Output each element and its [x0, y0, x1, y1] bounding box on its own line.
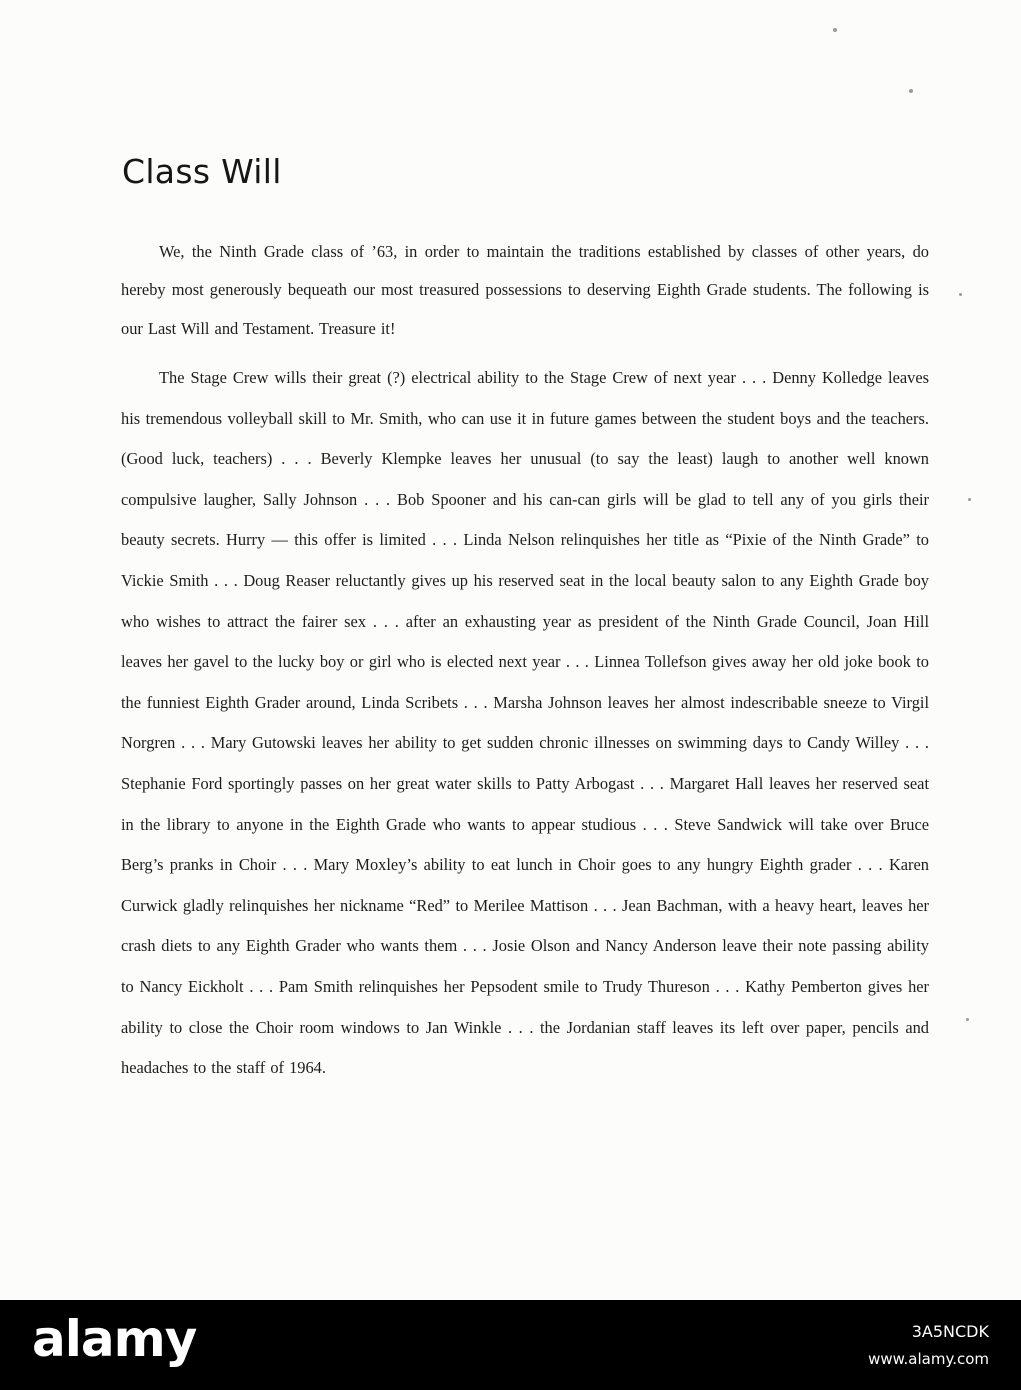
bequests-paragraph: The Stage Crew wills their great (?) electrical ability to the Stage Crew of next year . . . Denny Kolledge leaves his tremendous volleyball skill to Mr. Smith, who can use it in future games between the student boys and the teachers. (Good luck, teachers) . . . Beverly Klempke leaves her unusual (to say the least) laugh to another well known compulsive laugher, Sally Johnson . . . Bob Spooner and his can-can girls will be glad to tell any of you girls their beauty secrets. Hurry — this offer is limited . . . Linda Nelson relinquishes her title as “Pixie of the Ninth Grade” to Vickie Smith . . . Doug Reaser reluctantly gives up his reserved seat in the local beauty salon to any Eighth Grade boy who wishes to attract the fairer sex . . . after an exhausting year as president of the Ninth Grade Council, Joan Hill leaves her gavel to the lucky boy or girl who is elected next year . . . Linnea Tollefson gives away her old joke book to the funniest Eighth Grader around, Linda Scribets . . . Marsha Johnson leaves her almost indescribable sneeze to Virgil Norgren . . . Mary Gutowski leaves her ability to get sudden chronic illnesses on swimming days to Candy Willey . . . Stephanie Ford sportingly passes on her great water skills to Patty Arbogast . . . Margaret Hall leaves her reserved seat in the library to anyone in the Eighth Grade who wants to appear studious . . . Steve Sandwick will take over Bruce Berg’s pranks in Choir . . . Mary Moxley’s ability to eat lunch in Choir goes to any hungry Eighth grader . . . Karen Curwick gladly relinquishes her nickname “Red” to Merilee Mattison . . . Jean Bachman, with a heavy heart, leaves her crash diets to any Eighth Grader who wants them . . . Josie Olson and Nancy Anderson leave their note passing ability to Nancy Eickholt . . . Pam Smith relinquishes her Pepsodent smile to Trudy Thureson . . . Kathy Pemberton gives her ability to close the Choir room windows to Jan Winkle . . . the Jordanian staff leaves its left over paper, pencils and headaches to the staff of 1964.	[121, 368, 929, 1078]
alamy-logo: alamy	[32, 1310, 197, 1368]
dust-speck	[833, 28, 837, 32]
image-id: 3A5NCDK	[911, 1322, 989, 1341]
page-title: Class Will	[122, 152, 282, 191]
dust-speck	[966, 1018, 969, 1021]
dust-speck	[968, 498, 971, 501]
intro-paragraph: We, the Ninth Grade class of ’63, in order to maintain the traditions established by classes of other years, do hereby most generously bequeath our most treasured possessions to deserving Eighth Grade students. The following is our Last Will and Testament. Treasure it!	[121, 242, 929, 338]
dust-speck	[909, 89, 913, 93]
watermark-banner	[0, 1300, 1021, 1390]
dust-speck	[959, 293, 962, 296]
watermark-url: www.alamy.com	[868, 1350, 989, 1368]
